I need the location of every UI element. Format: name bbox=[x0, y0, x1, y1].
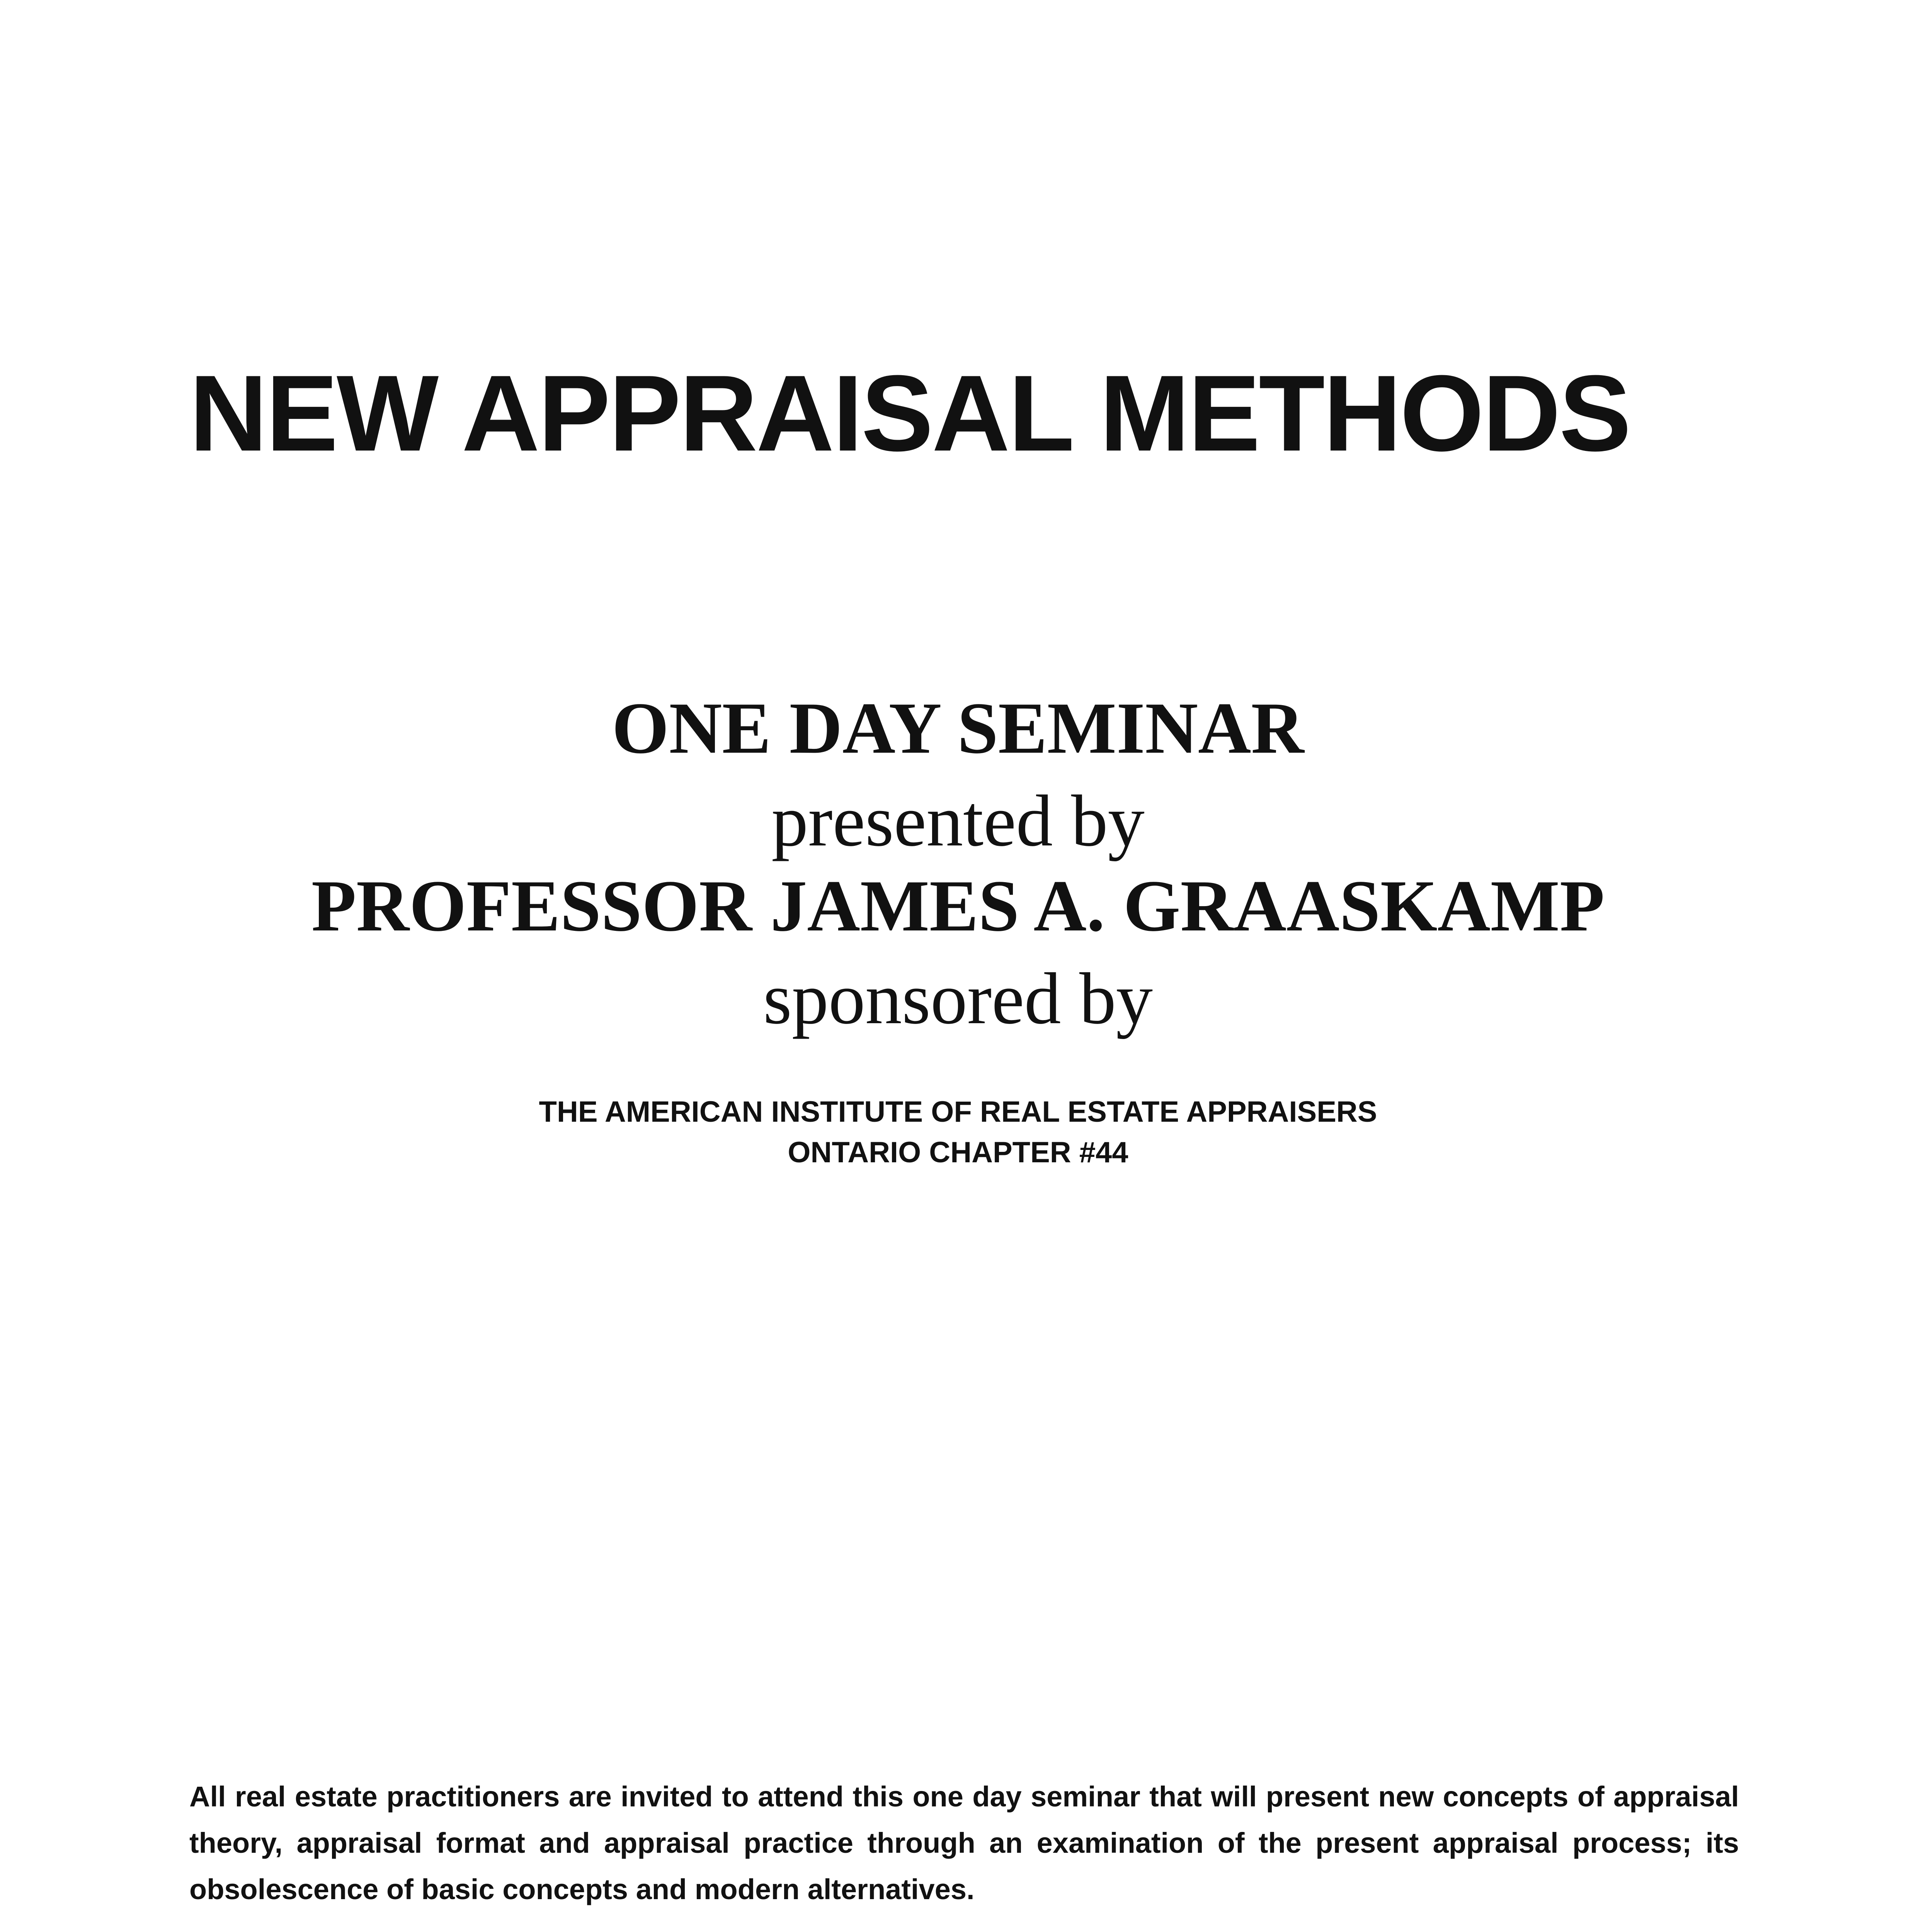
seminar-description: All real estate practitioners are invited to attend this one day seminar that will present new concepts of appraisal theory, appraisal format and appraisal practice through an examination of the present appraisal process; its obsolescence of basic concepts and modern alternatives. bbox=[189, 1781, 1739, 1905]
sponsored-by-label: sponsored by bbox=[763, 958, 1153, 1039]
presenter-name: PROFESSOR JAMES A. GRAASKAMP bbox=[311, 866, 1605, 947]
presented-by-label: presented by bbox=[771, 781, 1145, 862]
sponsor-organization: THE AMERICAN INSTITUTE OF REAL ESTATE APPRAISERS bbox=[539, 1095, 1377, 1128]
page-title: NEW APPRAISAL METHODS bbox=[189, 353, 1630, 474]
seminar-heading: ONE DAY SEMINAR bbox=[612, 688, 1304, 769]
sponsor-chapter: ONTARIO CHAPTER #44 bbox=[788, 1136, 1128, 1169]
